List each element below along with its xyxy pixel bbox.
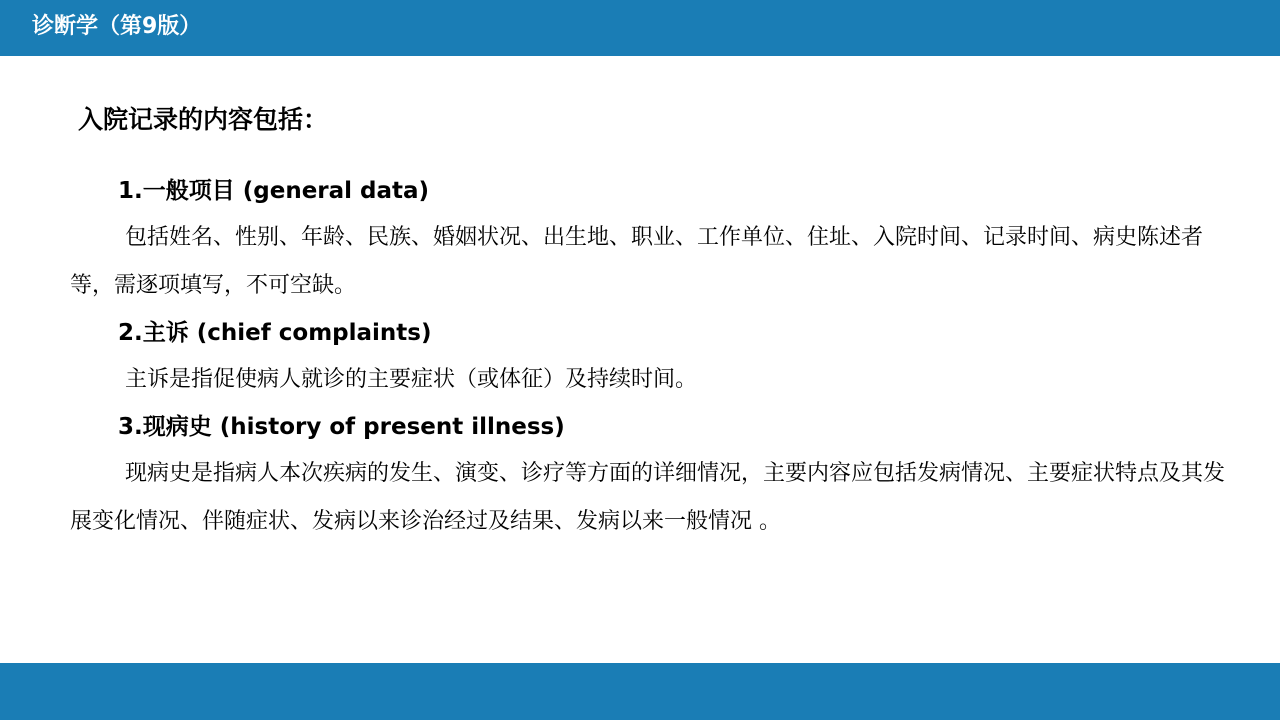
footer-bar [0, 663, 1280, 720]
section-general-data [70, 168, 1230, 310]
section-body: 包括姓名、性别、年龄、民族、婚姻状况、出生地、职业、工作单位、住址、入院时间、记录时间、病史陈述者等，需逐项填写，不可空缺。 [70, 225, 1204, 298]
section-body: 现病史是指病人本次疾病的发生、演变、诊疗等方面的详细情况，主要内容应包括发病情况、主要症状特点及其发展变化情况、伴随症状、发病以来诊治经过及结果、发病以来一般情况 。 [70, 461, 1226, 534]
header-bar [0, 0, 1280, 56]
section-present-illness [70, 404, 1230, 546]
course-title: 诊断学（第9版） [32, 14, 202, 39]
section-title: 3.现病史 (history of present illness) [118, 414, 565, 440]
section-chief-complaints [70, 310, 1230, 404]
slide-heading: 入院记录的内容包括： [78, 105, 329, 134]
slide-content [70, 168, 1230, 546]
section-title: 1.一般项目 (general data) [118, 178, 430, 204]
section-body: 主诉是指促使病人就诊的主要症状（或体征）及持续时间。 [125, 367, 698, 392]
section-title: 2.主诉 (chief complaints) [118, 320, 432, 346]
